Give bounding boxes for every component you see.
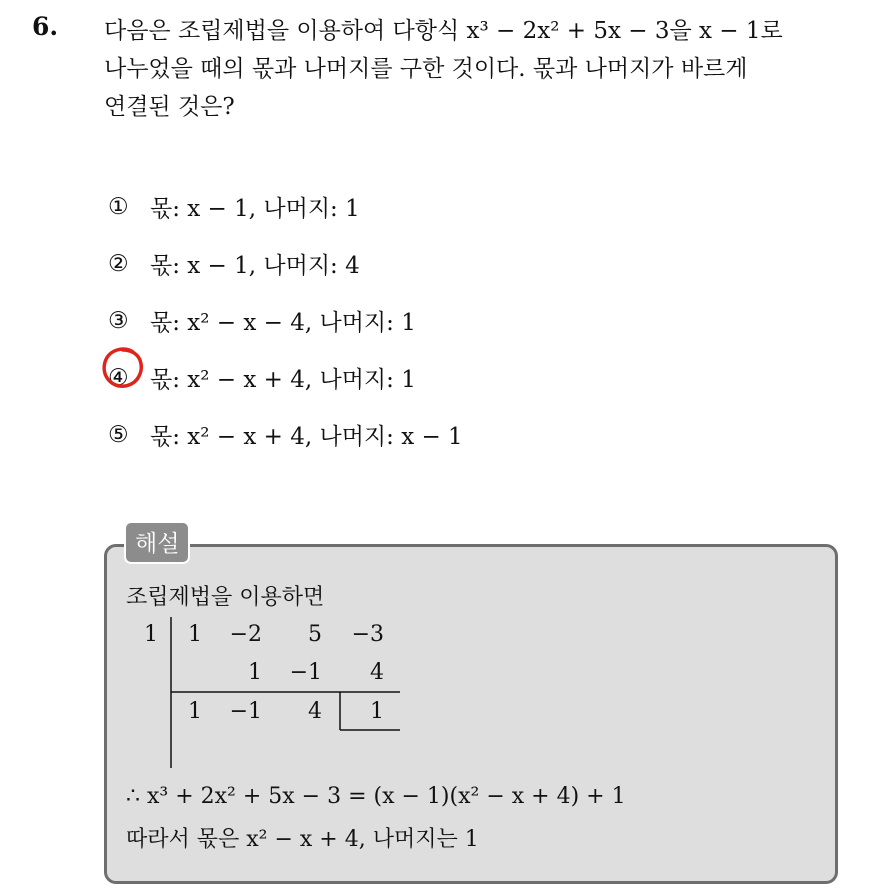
solution-intro: 조립제법을 이용하면 <box>126 585 325 610</box>
question-number: 6. <box>32 12 59 41</box>
choice-text: 몫: x² − x − 4, 나머지: 1 <box>150 310 416 336</box>
row3-cell: 1 <box>188 699 202 724</box>
choice-text: 몫: x² − x + 4, 나머지: 1 <box>150 367 416 393</box>
question-line-2: 나누었을 때의 몫과 나머지를 구한 것이다. 몫과 나머지가 바르게 <box>104 56 748 82</box>
choice-number: ② <box>108 250 129 277</box>
row1-cell: 5 <box>308 622 322 647</box>
question-line-3: 연결된 것은? <box>104 94 235 120</box>
row2-cell: 1 <box>248 660 262 685</box>
row2-cell: −1 <box>289 660 322 685</box>
choice-number: ③ <box>108 307 129 334</box>
choice-number: ① <box>108 193 129 220</box>
row1-cell: −3 <box>351 622 384 647</box>
row1-cell: −2 <box>229 622 262 647</box>
row2-cell: 4 <box>370 660 384 685</box>
solution-equation: ∴ x³ + 2x² + 5x − 3 = (x − 1)(x² − x + 4) + 1 <box>126 784 626 809</box>
question-line-1: 다음은 조립제법을 이용하여 다항식 x³ − 2x² + 5x − 3을 x − 1로 <box>104 18 783 44</box>
choice-number: ⑤ <box>108 421 129 448</box>
remainder-cell: 1 <box>370 699 384 724</box>
choice-text: 몫: x² − x + 4, 나머지: x − 1 <box>150 424 463 450</box>
divisor: 1 <box>144 622 158 647</box>
solution-tab-label: 해설 <box>124 521 190 564</box>
choice-text: 몫: x − 1, 나머지: 4 <box>150 253 360 279</box>
choice-text: 몫: x − 1, 나머지: 1 <box>150 196 360 222</box>
row3-cell: −1 <box>229 699 262 724</box>
choice-number: ④ <box>108 364 129 391</box>
row1-cell: 1 <box>188 622 202 647</box>
solution-conclusion: 따라서 몫은 x² − x + 4, 나머지는 1 <box>126 827 479 852</box>
row3-cell: 4 <box>308 699 322 724</box>
